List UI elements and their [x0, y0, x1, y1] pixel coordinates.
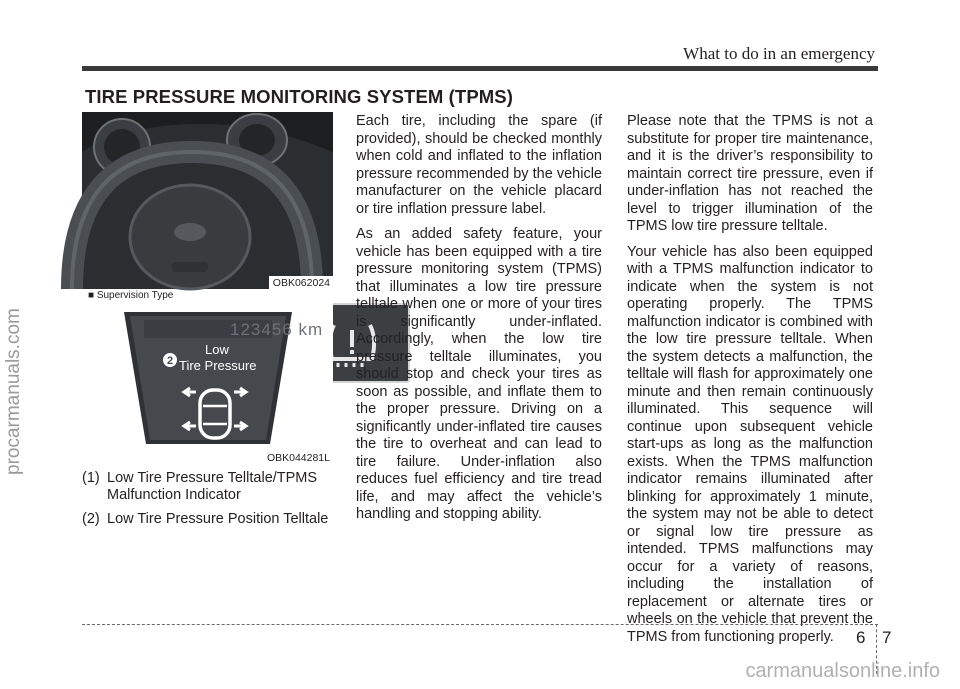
paragraph: Your vehicle has also been equipped with a TPMS malfunction indicator to indicate when the system is not operating properly. The TPMS malfunction indicator is combined with the low tire pressure telltale. When the system detects a malfunction, the telltale will flash for approximately one minute and then remain continuously illuminated. This sequence will continue upon subsequent vehicle start-ups as long as the malfunction exists. When the TPMS malfunction indicator remains illuminated after blinking for approximately 1 minute, the system may not be able to detect or signal low tire pressure as intended. TPMS malfunctions may occur for a variety of reasons, including the installation of replacement or alternate tires or wheels on the vehicle that prevent the TPMS from functioning properly.	[627, 243, 873, 645]
running-header: What to do in an emergency	[683, 44, 875, 63]
cluster-display-photo	[82, 302, 333, 464]
legend-number: (1)	[82, 470, 100, 486]
display-line-low: Low	[205, 342, 229, 357]
figure-legend	[82, 470, 337, 535]
paragraph: As an added safety feature, your vehicle has been equipped with a tire pressure monitoring system (TPMS) that illuminates a low tire pressure telltale when one or more of your tires is significantly under-inflated. Accordingly, when the low tire pressure telltale illuminates, you should stop and check your tires as soon as possible, and inflate them to the proper pressure. Driving on a significantly under-inflated tire causes the tire to overheat and can lead to tire failure. Under-inflation also reduces fuel efficiency and tire tread life, and may affect the vehicle’s handling and stopping ability.	[356, 226, 602, 522]
side-watermark: procarmanuals.com	[3, 308, 24, 475]
section-title: TIRE PRESSURE MONITORING SYSTEM (TPMS)	[85, 86, 513, 107]
display-line-tire-pressure: Tire Pressure	[179, 358, 257, 373]
page-number: 7	[882, 628, 892, 647]
odometer-reading: 123456 km	[230, 320, 324, 339]
footer-rule	[82, 624, 878, 625]
legend-item	[82, 511, 337, 528]
steering-wheel-photo	[82, 112, 333, 289]
legend-text: Low Tire Pressure Position Telltale	[107, 511, 329, 527]
figure1-code: OBK062024	[269, 276, 333, 289]
header-rule	[82, 66, 878, 71]
chapter-number: 6	[856, 628, 866, 647]
body-column-3	[627, 113, 873, 654]
body-column-2	[356, 113, 602, 532]
supervision-type-caption: ■ Supervision Type	[88, 290, 174, 301]
legend-item	[82, 470, 337, 504]
bottom-watermark: carmanualsonline.info	[745, 660, 940, 682]
callout-number-2: 2	[166, 355, 174, 367]
legend-number: (2)	[82, 511, 100, 527]
figure2-code: OBK044281L	[263, 451, 333, 464]
paragraph: Each tire, including the spare (if provided), should be checked monthly when cold and inflated to the inflation pressure recommended by the vehicle manufacturer on the vehicle placard or tire inflation pressure label.	[356, 113, 602, 217]
legend-text: Low Tire Pressure Telltale/TPMS Malfunction Indicator	[107, 470, 318, 503]
paragraph: Please note that the TPMS is not a substitute for proper tire maintenance, and it is the driver’s responsibility to maintain correct tire pressure, even if under-inflation has not reached the level to trigger illumination of the TPMS low tire pressure telltale.	[627, 113, 873, 234]
steering-wheel-illustration	[82, 112, 333, 289]
